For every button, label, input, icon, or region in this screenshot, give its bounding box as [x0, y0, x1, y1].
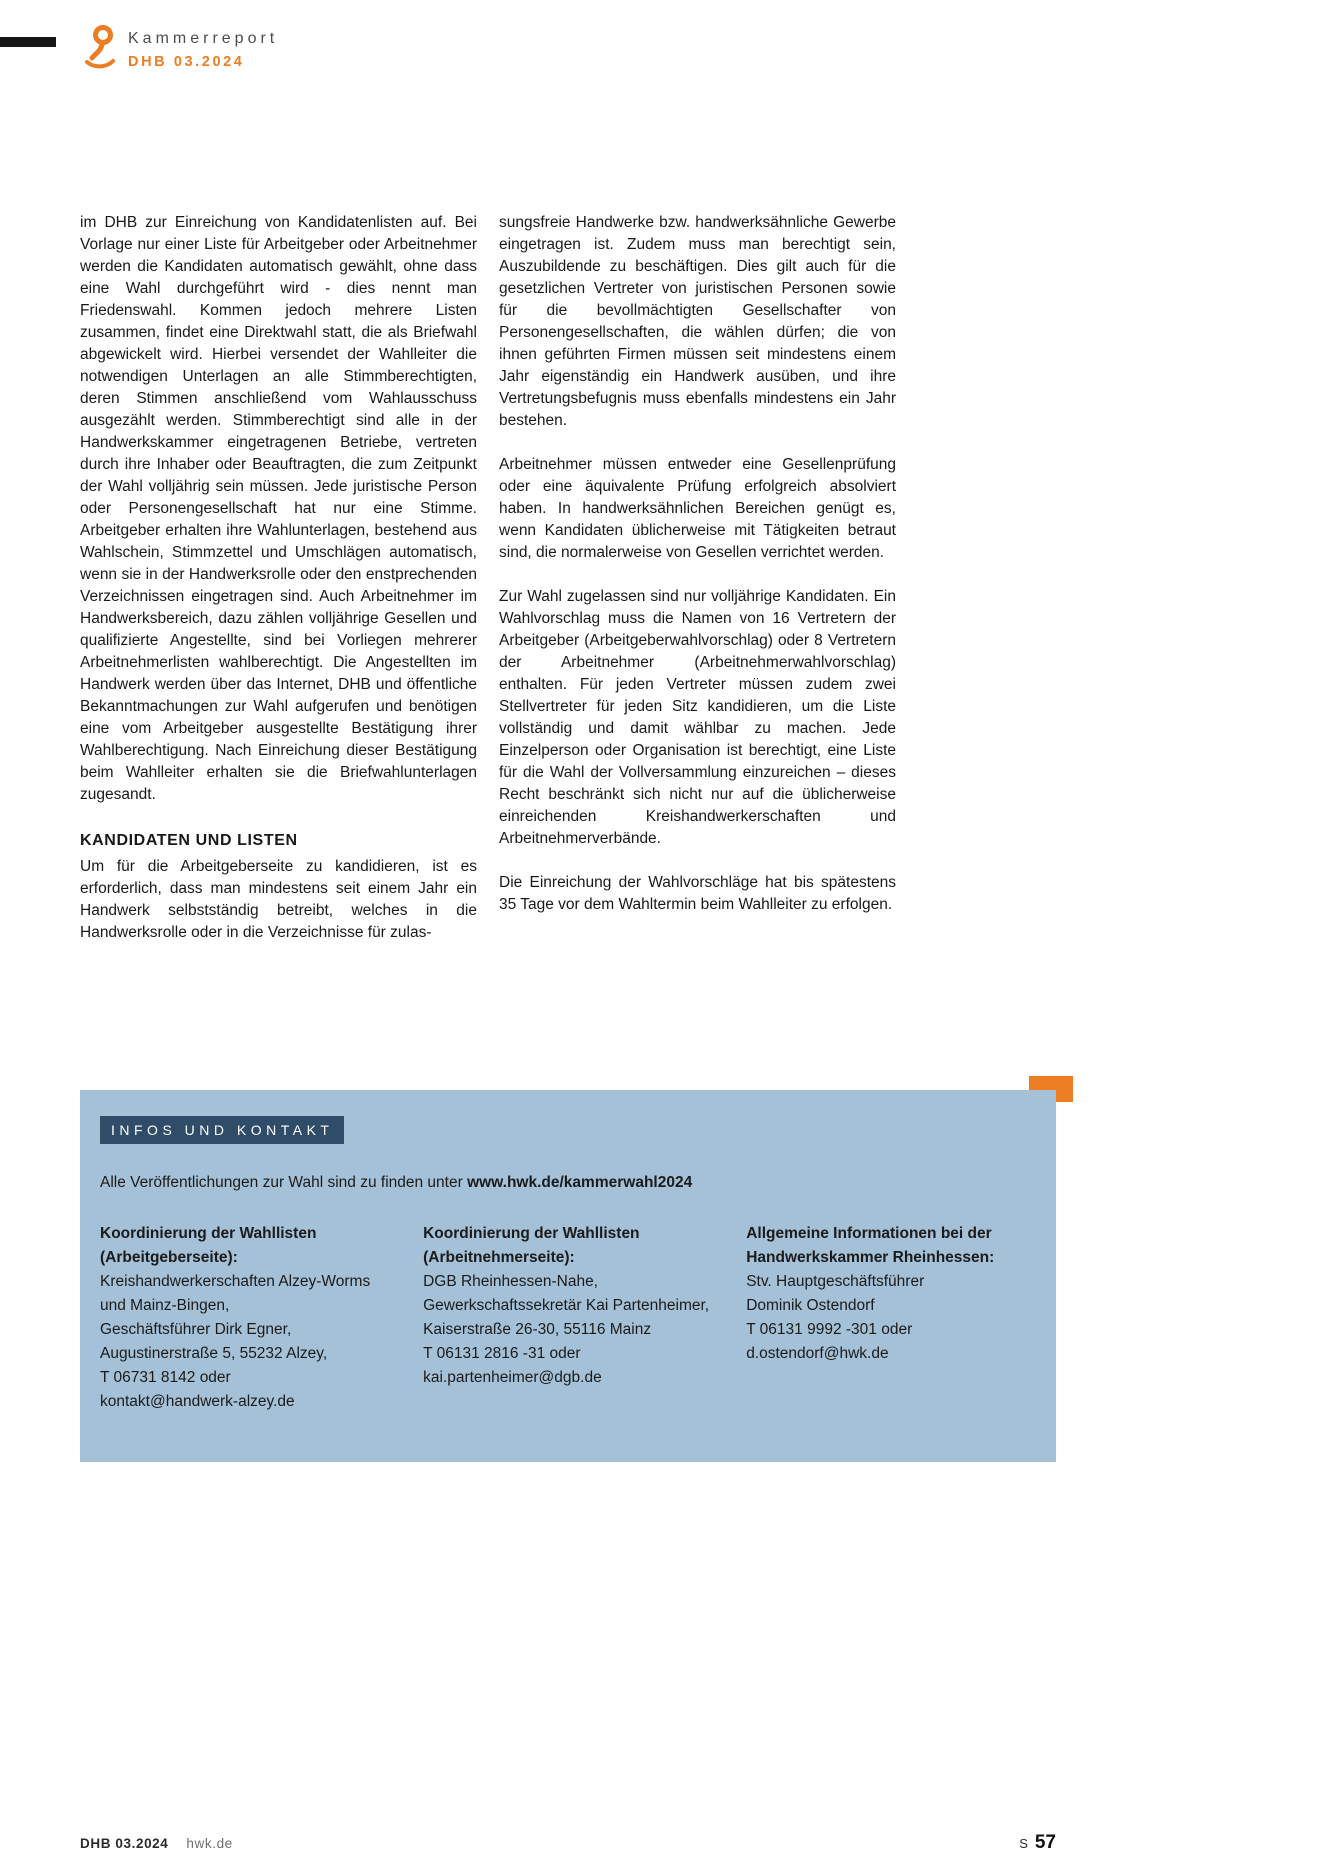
contact-line: DGB Rheinhessen-Nahe, [423, 1273, 598, 1290]
brand-header [82, 24, 278, 72]
info-contact-box [80, 1090, 1056, 1462]
footer-page-indicator [1019, 1832, 1056, 1854]
contact-line: Geschäftsführer Dirk Egner, [100, 1321, 292, 1338]
footer-page-prefix: S [1019, 1836, 1028, 1851]
contact-line: Stv. Hauptgeschäftsführer [746, 1273, 925, 1290]
brand-text [128, 24, 278, 70]
infobox-label: INFOS UND KONTAKT [100, 1116, 344, 1144]
contact-columns [100, 1222, 1036, 1414]
contact-title-line: Koordinierung der Wahllisten [423, 1225, 640, 1242]
paragraph: Die Einreichung der Wahlvorschläge hat bis spätestens 35 Tage vor dem Wahltermin beim Wahlleiter zu erfolgen. [499, 874, 896, 913]
paragraph: sungsfreie Handwerke bzw. handwerksähnliche Gewerbe eingetragen ist. Zudem muss man berechtigt sein, Auszubildende zu beschäftigen. Dies gilt auch für die gesetzlichen Vertreter von juristischen Personen sowie für die bevollmächtigten Gesellschafter von Personengesellschaften, die wählen dürfen; die von ihnen geführten Firmen müssen seit mindestens einem Jahr eigenständig ein Handwerk ausüben, und ihre Vertretungsbefugnis muss ebenfalls mindestens ein Jahr bestehen. [499, 214, 896, 429]
contact-title-line: Allgemeine Informationen bei der [746, 1225, 992, 1242]
contact-email-link[interactable]: kai.partenheimer@dgb.de [423, 1369, 602, 1386]
article-body [80, 212, 896, 944]
contact-title-line: (Arbeitnehmerseite): [423, 1249, 575, 1266]
article-column-left [80, 212, 477, 944]
intro-text: Alle Veröffentlichungen zur Wahl sind zu finden unter [100, 1174, 468, 1191]
footer-page-number: 57 [1034, 1832, 1056, 1853]
contact-column-chamber [746, 1222, 1036, 1414]
paragraph: Zur Wahl zugelassen sind nur volljährige Kandidaten. Ein Wahlvorschlag muss die Namen von 16 Vertretern der Arbeitgeber (Arbeitgeberwahlvorschlag) oder 8 Vertretern der Arbeitnehmer (Arbeitnehmerwahlvorschlag) enthalten. Für jeden Vertreter müssen zudem zwei Stellvertreter für jeden Sitz kandidieren, um die Liste vollständig und damit wählbar zu machen. Jede Einzelperson oder Organisation ist berechtigt, eine Liste für die Wahl der Vollversammlung einzureichen – dieses Recht beschränkt sich nicht nur auf die üblicherweise einreichenden Kreishandwerkerschaften und Arbeitnehmerverbände. [499, 588, 896, 847]
contact-line: und Mainz-Bingen, [100, 1297, 230, 1314]
contact-line: Dominik Ostendorf [746, 1297, 875, 1314]
article-column-right [499, 212, 896, 944]
footer-left [80, 1836, 233, 1851]
footer-issue: DHB 03.2024 [80, 1836, 169, 1851]
contact-line: T 06731 8142 oder [100, 1369, 231, 1386]
contact-column-employer [100, 1222, 423, 1414]
paragraph: Arbeitnehmer müssen entweder eine Gesellenprüfung oder eine äquivalente Prüfung erfolgreich absolviert haben. In handwerksähnlichen Bereichen genügt es, wenn Kandidaten üblicherweise mit Tätigkeiten betraut sind, die normalerweise von Gesellen verrichtet werden. [499, 456, 896, 561]
contact-column-employee [423, 1222, 746, 1414]
section-heading: KANDIDATEN UND LISTEN [80, 832, 298, 849]
contact-title-line: (Arbeitgeberseite): [100, 1249, 238, 1266]
infobox-intro [100, 1174, 1036, 1192]
contact-line: Kaiserstraße 26-30, 55116 Mainz [423, 1321, 652, 1338]
top-edge-bar [0, 37, 56, 47]
contact-line: Kreishandwerkerschaften Alzey-Worms [100, 1273, 371, 1290]
contact-email-link[interactable]: kontakt@handwerk-alzey.de [100, 1393, 295, 1410]
contact-line: Augustinerstraße 5, 55232 Alzey, [100, 1345, 328, 1362]
contact-title-line: Handwerkskammer Rheinhessen: [746, 1249, 995, 1266]
contact-title-line: Koordinierung der Wahllisten [100, 1225, 317, 1242]
contact-line: T 06131 2816 -31 oder [423, 1345, 581, 1362]
contact-email-link[interactable]: d.ostendorf@hwk.de [746, 1345, 889, 1362]
location-pin-icon [82, 24, 118, 72]
paragraph: Um für die Arbeitgeberseite zu kandidieren, ist es erforderlich, dass man mindestens seit einem Jahr ein Handwerk selbstständig betreibt, welches in die Handwerksrolle oder in die Verzeichnisse für zulas- [80, 858, 477, 941]
brand-issue: DHB 03.2024 [128, 54, 245, 70]
contact-line: Gewerkschaftssekretär Kai Partenheimer, [423, 1297, 710, 1314]
brand-name: Kammerreport [128, 30, 279, 47]
contact-line: T 06131 9992 -301 oder [746, 1321, 913, 1338]
paragraph: im DHB zur Einreichung von Kandidatenlisten auf. Bei Vorlage nur einer Liste für Arbeitgeber oder Arbeitnehmer werden die Kandidaten automatisch gewählt, ohne dass eine Wahl durchgeführt wird - dies nennt man Friedenswahl. Kommen jedoch mehrere Listen zusammen, findet eine Direktwahl statt, die als Briefwahl abgewickelt wird. Hierbei versendet der Wahlleiter die notwendigen Unterlagen an alle Stimmberechtigten, deren Stimmen anschließend vom Wahlausschuss ausgezählt werden. Stimmberechtigt sind alle in der Handwerkskammer eingetragenen Betriebe, vertreten durch ihre Inhaber oder Beauftragten, die zum Zeitpunkt der Wahl volljährig sein müssen. Jede juristische Person oder Personengesellschaft hat nur eine Stimme. Arbeitgeber erhalten ihre Wahlunterlagen, bestehend aus Wahlschein, Stimmzettel und Umschlägen automatisch, wenn sie in der Handwerksrolle oder den enstprechenden Verzeichnissen eingetragen sind. Auch Arbeitnehmer im Handwerksbereich, dazu zählen volljährige Gesellen und qualifizierte Angestellte, sind bei Vorliegen mehrerer Arbeitnehmerlisten wahlberechtigt. Die Angestellten im Handwerk werden über das Internet, DHB und öffentliche Bekanntmachungen zur Wahl aufgerufen und benötigen eine vom Arbeitgeber ausgestellte Bestätigung ihrer Wahlberechtigung. Nach Einreichung dieser Bestätigung beim Wahlleiter erhalten sie die Briefwahlunterlagen zugesandt. [80, 214, 477, 803]
footer-site-link[interactable]: hwk.de [186, 1836, 233, 1851]
page-footer [80, 1832, 1056, 1854]
kammerwahl-url-link[interactable]: www.hwk.de/kammerwahl2024 [467, 1174, 693, 1191]
